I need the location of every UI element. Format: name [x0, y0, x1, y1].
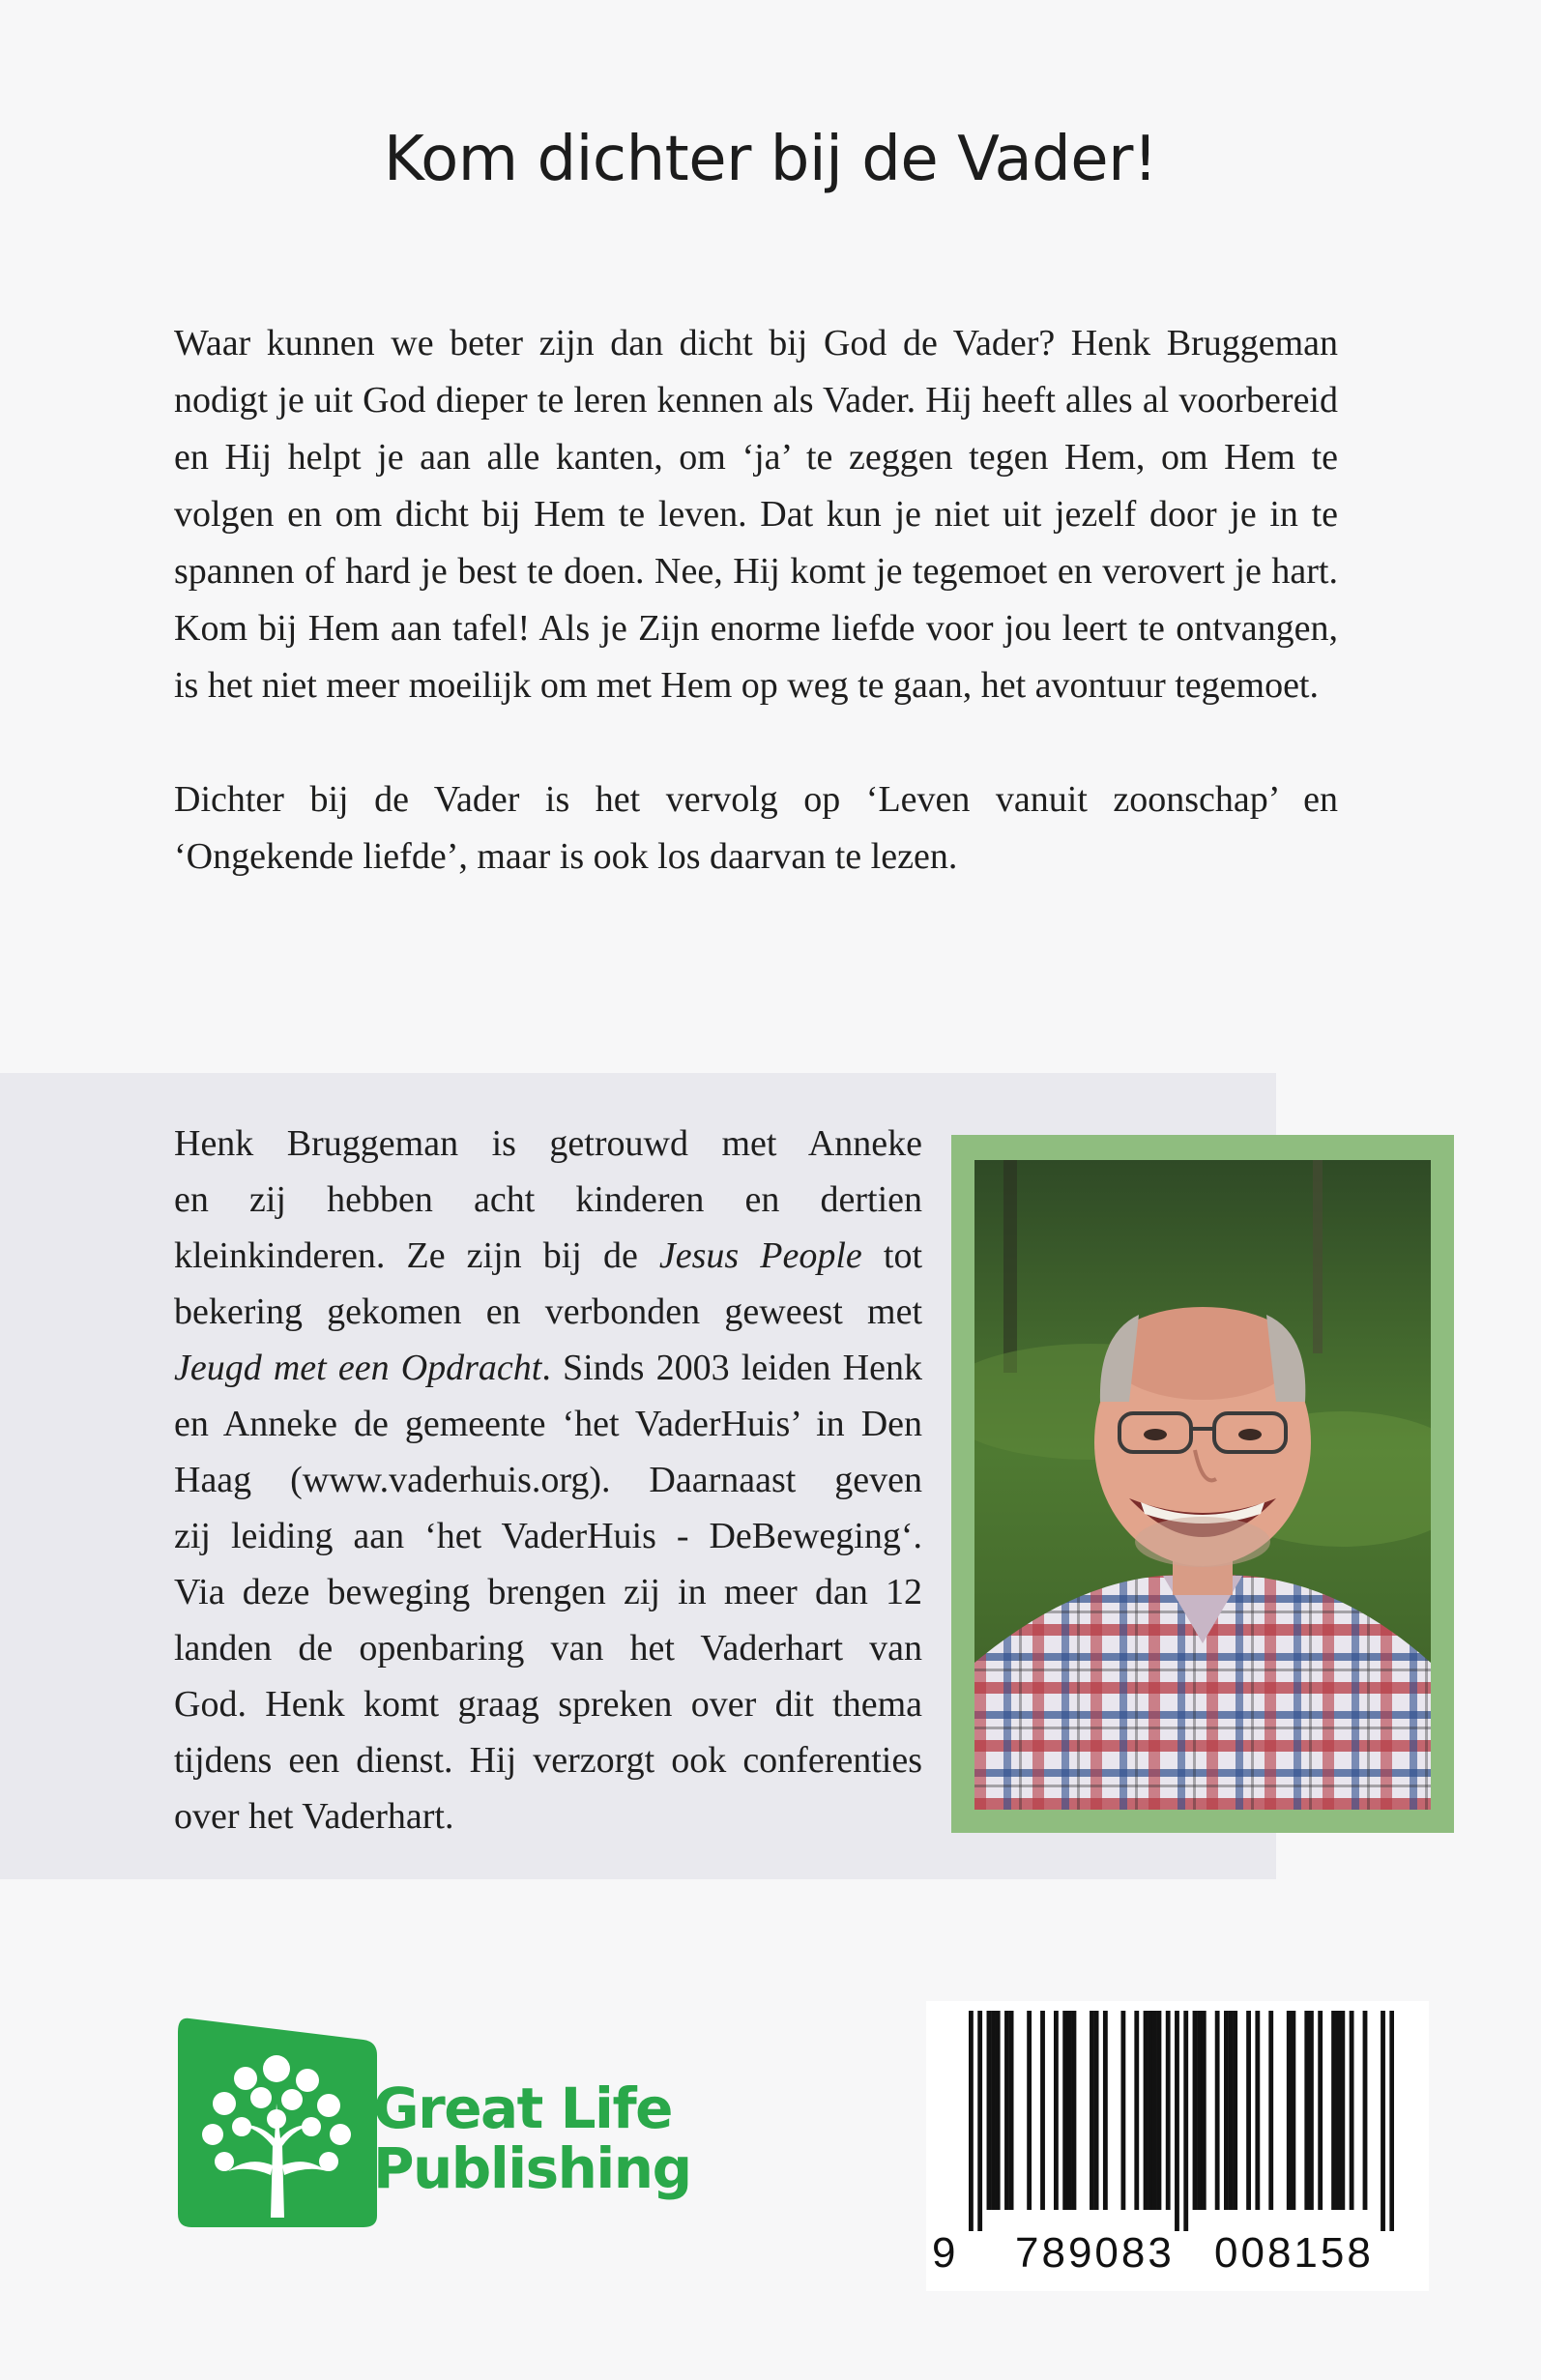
barcode-bar: [1340, 2011, 1345, 2210]
bio-line: God. Henk komt graag spreken over dit thema: [174, 1684, 922, 1725]
publisher-name: [373, 2075, 691, 2201]
bio-line: tijdens een dienst. Hij verzorgt ook conferenties: [174, 1740, 922, 1781]
publisher-name-line1: Great Life: [373, 2075, 673, 2141]
barcode-bar: [1255, 2011, 1260, 2210]
barcode-bar: [1040, 2011, 1045, 2210]
barcode-bar: [1350, 2011, 1354, 2210]
barcode-bar: [1246, 2011, 1251, 2210]
barcode-bar: [1229, 2011, 1234, 2210]
bio-line: landen de openbaring van het Vaderhart van: [174, 1628, 922, 1669]
bio-line: Via deze beweging brengen zij in meer dan 12: [174, 1572, 922, 1612]
barcode-bar: [1336, 2011, 1341, 2210]
barcode-bar: [1183, 2011, 1188, 2231]
bio-italic-jesus-people: Jesus People: [658, 1235, 862, 1276]
barcode-bar: [1072, 2011, 1077, 2210]
bio-text-part: . Sinds 2003 leiden Henk: [541, 1348, 922, 1388]
barcode-bar: [1152, 2011, 1157, 2210]
barcode-bar: [1004, 2011, 1009, 2210]
barcode-bar: [991, 2011, 996, 2210]
barcode-bar: [1233, 2011, 1237, 2210]
bio-line: zij leiding aan ‘het VaderHuis - DeBeweging‘.: [174, 1516, 922, 1556]
bio-line: [174, 1228, 922, 1284]
bio-line: en zij hebben acht kinderen en dertien: [174, 1179, 922, 1220]
author-bio: [174, 1116, 922, 1844]
barcode-bar: [1202, 2011, 1207, 2210]
isbn-barcode: [926, 2001, 1429, 2291]
publisher-name-line2: Publishing: [373, 2135, 691, 2201]
barcode-bar: [1215, 2011, 1220, 2210]
barcode-bar: [1090, 2011, 1094, 2210]
bio-text-part: tot: [861, 1235, 923, 1276]
barcode-bar: [969, 2011, 974, 2231]
barcode-first-digit: 9: [932, 2229, 956, 2277]
barcode-bar: [1331, 2011, 1336, 2210]
barcode-bar: [1134, 2011, 1139, 2210]
publisher-logo: [170, 2011, 692, 2233]
barcode-bar: [1009, 2011, 1014, 2210]
bio-line: [174, 1340, 922, 1396]
barcode-bar: [1120, 2011, 1125, 2210]
barcode-bar: [1268, 2011, 1273, 2210]
barcode-bar: [987, 2011, 992, 2210]
bio-line: Henk Bruggeman is getrouwd met Anneke: [174, 1123, 922, 1164]
barcode-bar: [1027, 2011, 1032, 2210]
barcode-bar: [1197, 2011, 1202, 2210]
barcode-bar: [1103, 2011, 1108, 2210]
bio-line: over het Vaderhart.: [174, 1796, 454, 1837]
barcode-bar: [996, 2011, 1001, 2210]
barcode-bar: [977, 2011, 982, 2231]
barcode-bar: [1224, 2011, 1229, 2210]
barcode-bar: [1363, 2011, 1368, 2210]
blurb-paragraph-2: Dichter bij de Vader is het vervolg op ‘Leven vanuit zoonschap’ en ‘Ongekende liefde’, maar is ook los daarvan te lezen.: [174, 779, 1338, 877]
book-blurb: [174, 315, 1338, 885]
blurb-paragraph-1: Waar kunnen we beter zijn dan dicht bij God de Vader? Henk Bruggeman nodigt je uit God dieper te leren kennen als Vader. Hij heeft alles al voorbereid en Hij helpt je aan alle kanten, om ‘ja’ te zeggen tegen Hem, om Hem te volgen en om dicht bij Hem te leven. Dat kun je niet uit jezelf door je in te spannen of hard je best te doen. Nee, Hij komt je tegemoet en verovert je hart. Kom bij Hem aan tafel! Als je Zijn enorme liefde voor jou leert te ontvangen, is het niet meer moeilijk om met Hem op weg te gaan, het avontuur tegemoet.: [174, 323, 1338, 706]
bio-text-part: kleinkinderen. Ze zijn bij de: [174, 1235, 659, 1276]
bio-line: Haag (www.vaderhuis.org). Daarnaast geven: [174, 1460, 922, 1500]
barcode-bar: [1193, 2011, 1198, 2210]
barcode-bar: [1291, 2011, 1295, 2210]
barcode-bar: [1389, 2011, 1394, 2231]
barcode-bar: [1287, 2011, 1292, 2210]
barcode-bar: [1318, 2011, 1323, 2210]
barcode-bar: [1381, 2011, 1385, 2231]
barcode-bar: [1309, 2011, 1314, 2210]
barcode-bar: [1054, 2011, 1059, 2210]
barcode-bar: [1157, 2011, 1162, 2210]
bio-line: en Anneke de gemeente ‘het VaderHuis’ in Den: [174, 1404, 922, 1444]
barcode-bar: [1166, 2011, 1171, 2210]
barcode-bar: [1067, 2011, 1072, 2210]
barcode-bar: [1175, 2011, 1179, 2231]
barcode-bar: [1094, 2011, 1099, 2210]
barcode-group-2: 008158: [1214, 2229, 1374, 2277]
barcode-bars: [969, 2011, 1394, 2231]
book-tagline: Kom dichter bij de Vader!: [383, 124, 1158, 195]
barcode-bar: [1304, 2011, 1309, 2210]
tree-logo-icon: [170, 2011, 383, 2233]
barcode-bar: [1148, 2011, 1152, 2210]
bio-line: bekering gekomen en verbonden geweest met: [174, 1292, 922, 1332]
author-photo: [974, 1160, 1431, 1810]
barcode-bar: [1062, 2011, 1067, 2210]
barcode-group-1: 789083: [1015, 2229, 1175, 2277]
bio-italic-jmeo: Jeugd met een Opdracht: [174, 1348, 542, 1388]
barcode-bar: [1144, 2011, 1148, 2210]
